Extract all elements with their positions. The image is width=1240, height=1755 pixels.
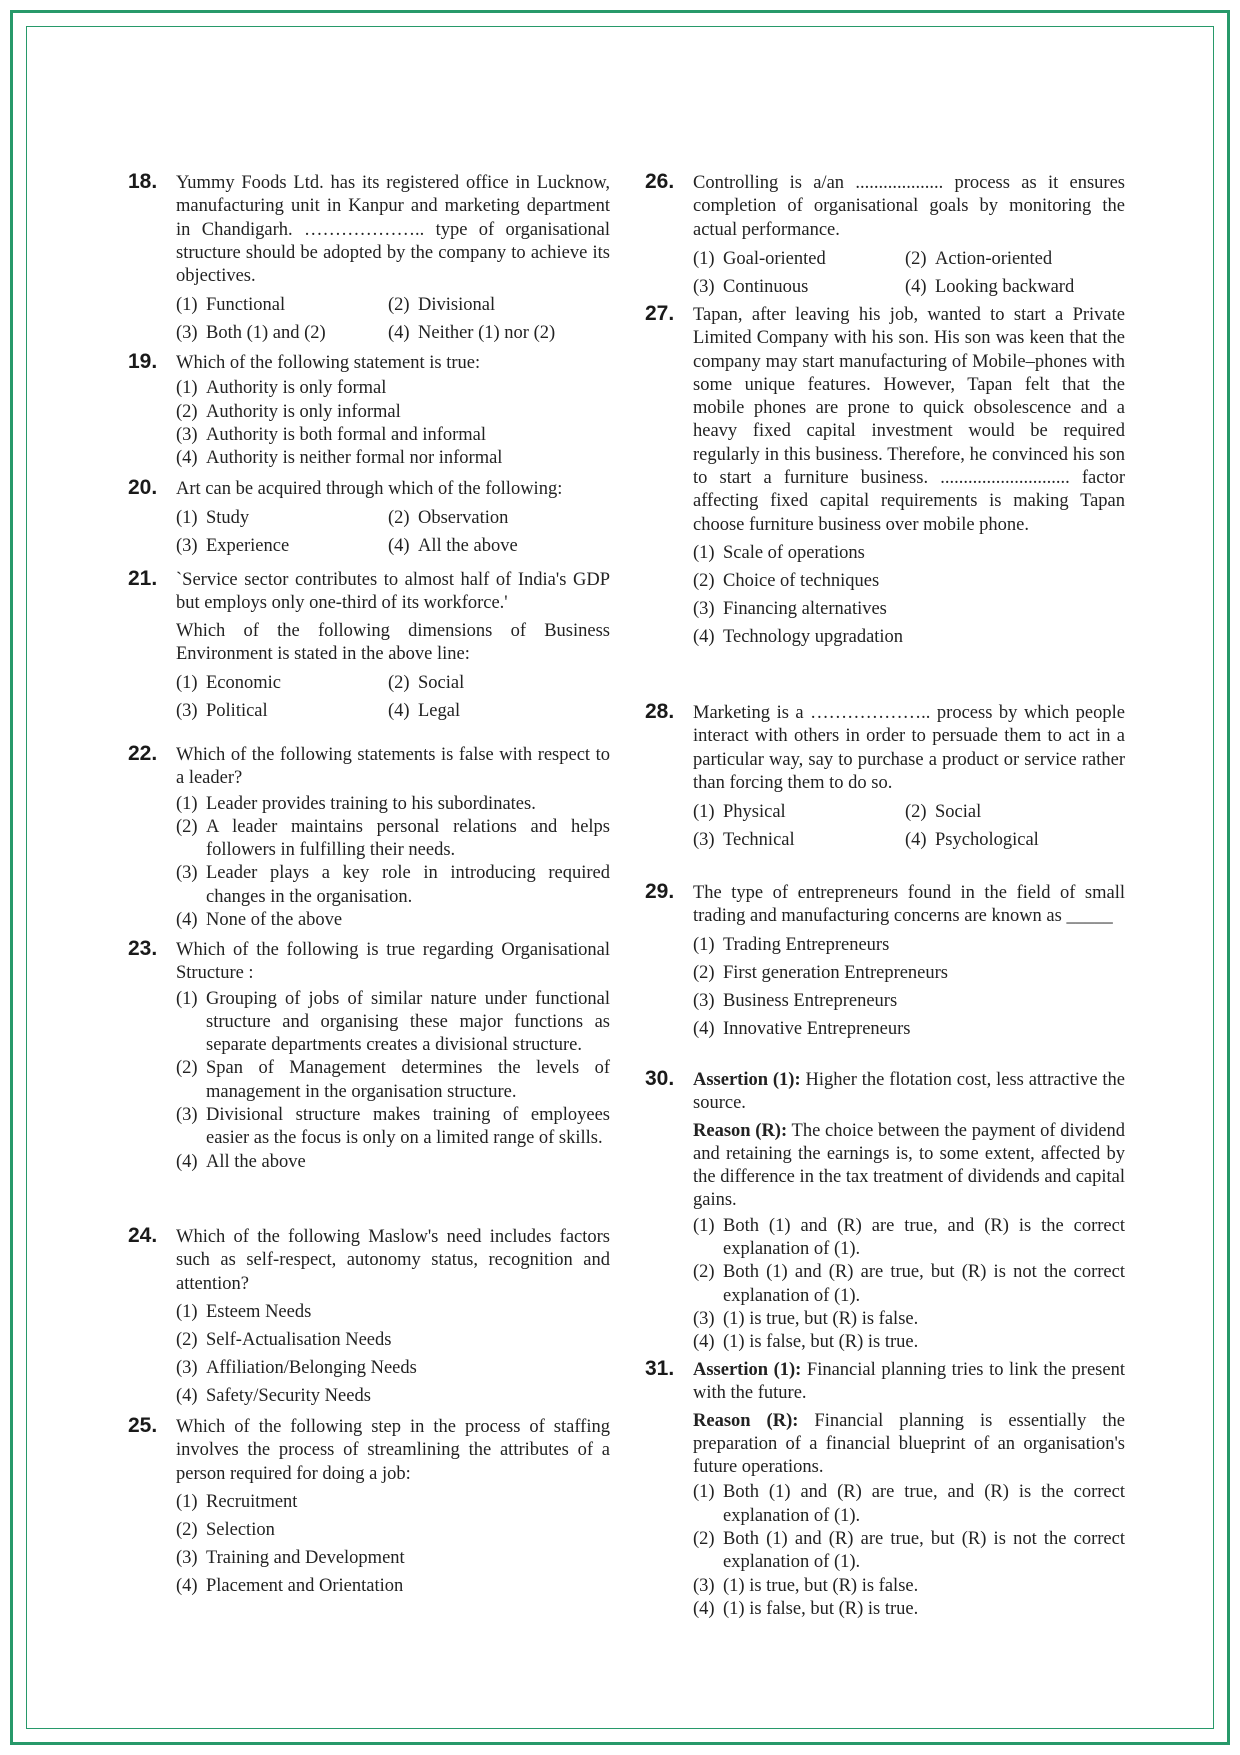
question-25 (128, 1416, 610, 1597)
question-number: 19. (128, 350, 158, 373)
options (693, 542, 1125, 648)
options (176, 377, 610, 470)
question-19 (128, 352, 610, 478)
question-text: The type of entrepreneurs found in the field of small trading and manufacturing concerns are known as _____ (693, 883, 1125, 927)
options (693, 801, 1125, 851)
option-1[interactable]: (1) Authority is only formal (176, 378, 387, 399)
options (176, 988, 610, 1174)
option-3[interactable]: (3) Experience (176, 536, 290, 557)
option-1[interactable]: (1) Economic (176, 673, 282, 694)
question-21 (128, 569, 610, 744)
option-4[interactable]: (4) Safety/Security Needs (176, 1385, 371, 1406)
question-text: Which of the following statements is false with respect to a leader? (176, 745, 610, 789)
option-2[interactable]: (2) Self-Actualisation Needs (176, 1329, 392, 1350)
question-30 (645, 1069, 1125, 1359)
question-number: 23. (128, 937, 158, 960)
option-4[interactable]: (4) Placement and Orientation (176, 1575, 404, 1596)
question-29 (645, 882, 1125, 1069)
option-4[interactable]: (4) All the above (176, 1151, 306, 1172)
assertion-text: Financial planning tries to link the present with the future. (693, 1360, 1125, 1404)
question-subtext: Which of the following dimensions of Business Environment is stated in the above line: (176, 620, 610, 664)
option-2[interactable]: (2) Span of Management determines the levels of management in the organisation structure. (176, 1058, 610, 1102)
option-3[interactable]: (3) Political (176, 701, 268, 722)
option-1[interactable]: (1) Study (176, 508, 250, 529)
option-2[interactable]: (2) Selection (176, 1519, 275, 1540)
options (693, 934, 1125, 1040)
option-4[interactable]: (4) None of the above (176, 910, 343, 931)
option-2[interactable]: (2) Divisional (388, 295, 496, 316)
option-4[interactable]: (4) Authority is neither formal nor informal (176, 448, 503, 469)
reason-text: Financial planning is essentially the preparation of a financial blueprint of an organisation's future operations. (693, 1410, 1126, 1478)
option-2[interactable]: (2) Observation (388, 508, 509, 529)
question-number: 29. (645, 880, 675, 903)
question-text: Which of the following is true regarding Organisational Structure : (176, 940, 610, 984)
option-4[interactable]: (4) (1) is false, but (R) is true. (693, 1598, 919, 1619)
option-1[interactable]: (1) Goal-oriented (693, 248, 826, 269)
option-4[interactable]: (4) Looking backward (905, 276, 1075, 297)
option-1[interactable]: (1) Trading Entrepreneurs (693, 934, 890, 955)
options (176, 1301, 610, 1407)
option-1[interactable]: (1) Functional (176, 295, 286, 316)
option-2[interactable]: (2) Authority is only informal (176, 401, 401, 422)
question-text: Marketing is a ……………….. process by which people interact with others in order to persuade them to act in a particular way, say to purchase a product or service rather than forcing them to do so. (693, 703, 1125, 793)
question-22 (128, 744, 610, 939)
reason-label: Reason (R): (693, 1120, 788, 1141)
question-27 (645, 304, 1125, 702)
options (176, 1491, 610, 1597)
option-1[interactable]: (1) Leader provides training to his subordinates. (176, 793, 536, 814)
options (176, 793, 610, 933)
option-1[interactable]: (1) Scale of operations (693, 542, 865, 563)
option-2[interactable]: (2) Both (1) and (R) are true, but (R) is not the correct explanation of (1). (693, 1529, 1125, 1573)
option-2[interactable]: (2) Both (1) and (R) are true, but (R) is not the correct explanation of (1). (693, 1262, 1125, 1306)
question-number: 22. (128, 742, 158, 765)
option-4[interactable]: (4) All the above (388, 536, 518, 557)
question-23 (128, 939, 610, 1226)
option-3[interactable]: (3) Technical (693, 830, 795, 851)
option-2[interactable]: (2) Action-oriented (905, 248, 1053, 269)
option-3[interactable]: (3) (1) is true, but (R) is false. (693, 1575, 919, 1596)
option-4[interactable]: (4) Legal (388, 701, 461, 722)
option-4[interactable]: (4) (1) is false, but (R) is true. (693, 1332, 919, 1353)
assertion (693, 1069, 1125, 1116)
question-number: 18. (128, 170, 158, 193)
option-2[interactable]: (2) Social (388, 673, 465, 694)
question-20 (128, 478, 610, 569)
reason (693, 1410, 1125, 1480)
option-4[interactable]: (4) Innovative Entrepreneurs (693, 1018, 911, 1039)
option-2[interactable]: (2) Choice of techniques (693, 570, 880, 591)
question-26 (645, 172, 1125, 304)
option-3[interactable]: (3) (1) is true, but (R) is false. (693, 1308, 919, 1329)
question-number: 25. (128, 1414, 158, 1437)
question-31 (645, 1359, 1125, 1621)
options (176, 294, 610, 344)
reason (693, 1120, 1125, 1213)
assertion (693, 1359, 1125, 1406)
options (693, 1215, 1125, 1355)
option-3[interactable]: (3) Leader plays a key role in introducing required changes in the organisation. (176, 863, 610, 907)
option-3[interactable]: (3) Both (1) and (2) (176, 323, 326, 344)
option-3[interactable]: (3) Financing alternatives (693, 598, 887, 619)
assertion-label: Assertion (1): (693, 1070, 801, 1090)
option-4[interactable]: (4) Neither (1) nor (2) (388, 323, 556, 344)
option-3[interactable]: (3) Continuous (693, 276, 809, 297)
option-3[interactable]: (3) Affiliation/Belonging Needs (176, 1357, 417, 1378)
question-number: 21. (128, 567, 158, 590)
reason-label: Reason (R): (693, 1410, 799, 1431)
question-24 (128, 1226, 610, 1416)
option-1[interactable]: (1) Both (1) and (R) are true, and (R) is the correct explanation of (1). (693, 1215, 1125, 1260)
question-number: 31. (645, 1357, 675, 1380)
question-number: 24. (128, 1224, 158, 1247)
option-1[interactable]: (1) Esteem Needs (176, 1301, 312, 1322)
question-number: 28. (645, 700, 675, 723)
question-text: Controlling is a/an ................... process as it ensures completion of organisational goals by monitoring the actual performance. (693, 173, 1125, 240)
options (693, 248, 1125, 298)
reason-text: The choice between the payment of dividend and retaining the earnings is, to some extent, affected by the difference in the tax treatment of dividends and capital gains. (693, 1120, 1126, 1211)
question-number: 27. (645, 302, 675, 325)
option-2[interactable]: (2) First generation Entrepreneurs (693, 962, 949, 983)
option-2[interactable]: (2) Social (905, 802, 982, 823)
option-4[interactable]: (4) Psychological (905, 830, 1039, 851)
question-text: Which of the following statement is true: (176, 353, 481, 373)
option-3[interactable]: (3) Authority is both formal and informal (176, 424, 487, 445)
options (176, 507, 610, 557)
option-1[interactable]: (1) Both (1) and (R) are true, and (R) is the correct explanation of (1). (693, 1482, 1125, 1526)
option-3[interactable]: (3) Training and Development (176, 1547, 405, 1568)
question-number: 20. (128, 476, 158, 499)
question-number: 26. (645, 170, 675, 193)
question-number: 30. (645, 1067, 675, 1090)
option-4[interactable]: (4) Technology upgradation (693, 626, 904, 647)
right-column (645, 172, 1125, 1621)
assertion-label: Assertion (1): (693, 1360, 802, 1380)
left-column (128, 172, 610, 1597)
question-text: Which of the following Maslow's need includes factors such as self-respect, autonomy status, recognition and attention? (176, 1227, 610, 1294)
question-text: Which of the following step in the process of staffing involves the process of streamlining the attributes of a person required for doing a job: (176, 1417, 610, 1484)
assertion-text: Higher the flotation cost, less attractive the source. (693, 1070, 1125, 1114)
option-3[interactable]: (3) Business Entrepreneurs (693, 990, 898, 1011)
question-28 (645, 702, 1125, 882)
options (176, 672, 610, 722)
question-18 (128, 172, 610, 352)
option-1[interactable]: (1) Recruitment (176, 1491, 298, 1512)
option-1[interactable]: (1) Grouping of jobs of similar nature under functional structure and organising these major functions as separate departments creates a divisional structure. (176, 988, 610, 1056)
question-text: Art can be acquired through which of the following: (176, 479, 563, 499)
option-1[interactable]: (1) Physical (693, 802, 786, 823)
question-text: Yummy Foods Ltd. has its registered office in Lucknow, manufacturing unit in Kanpur and marketing department in Chandigarh. ……………….. type of organisational structure should be adopted by the company to achieve its objectives. (176, 173, 610, 287)
question-text: Tapan, after leaving his job, wanted to start a Private Limited Company with his son. His son was keen that the company may start manufacturing of Mobile–phones with some unique features. However, Tapan felt that the mobile phones are prone to quick obsolescence and a heavy fixed capital investment would be required regularly in this business. Therefore, he convinced his son to start a furniture business. ............................ factor affecting fixed capital requirements is making Tapan choose furniture business over mobile phone. (693, 305, 1125, 535)
question-text: `Service sector contributes to almost half of India's GDP but employs only one-third of its workforce.' (176, 570, 610, 614)
option-3[interactable]: (3) Divisional structure makes training of employees easier as the focus is only on a limited range of skills. (176, 1105, 610, 1149)
option-2[interactable]: (2) A leader maintains personal relations and helps followers in fulfilling their needs. (176, 816, 610, 861)
options (693, 1481, 1125, 1621)
